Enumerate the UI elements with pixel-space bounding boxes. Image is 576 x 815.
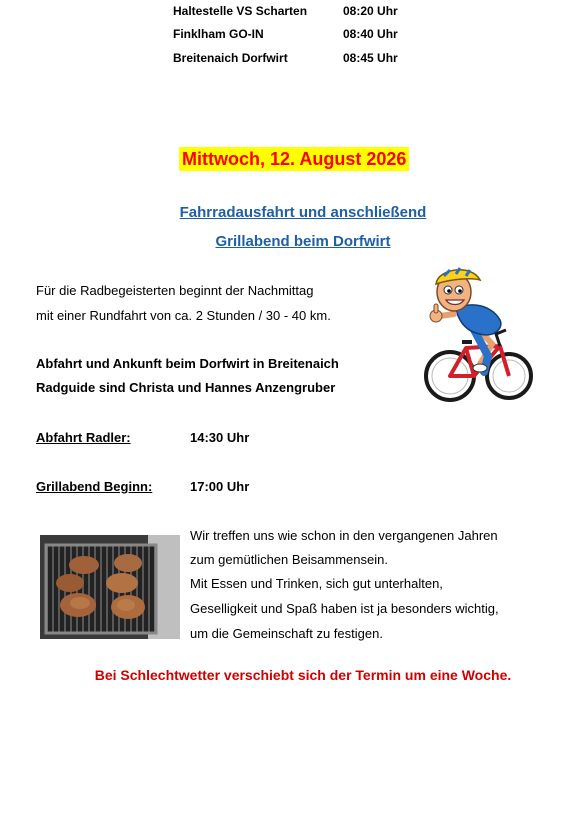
- schedule-time: 08:40 Uhr: [343, 27, 398, 41]
- paragraph-line: Geselligkeit und Spaß haben ist ja besonders wichtig,: [190, 601, 499, 616]
- paragraph-line: Mit Essen und Trinken, sich gut unterhalten,: [190, 576, 443, 591]
- intro-line: mit einer Rundfahrt von ca. 2 Stunden / 30 - 40 km.: [36, 308, 331, 323]
- departure-time: 14:30 Uhr: [190, 430, 250, 445]
- event-title-line1: Fahrradausfahrt und anschließend: [179, 204, 427, 221]
- event-title-line2: Grillabend beim Dorfwirt: [215, 233, 391, 250]
- grill-photo: [40, 535, 180, 639]
- schedule-stop: Finklham GO-IN: [173, 27, 264, 41]
- paragraph-line: Wir treffen uns wie schon in den vergangenen Jahren: [190, 528, 498, 543]
- paragraph-line: zum gemütlichen Beisammensein.: [190, 552, 388, 567]
- departure-label: Abfahrt Radler:: [36, 430, 131, 445]
- intro-line: Für die Radbegeisterten beginnt der Nachmittag: [36, 283, 314, 298]
- schedule-stop: Breitenaich Dorfwirt: [173, 51, 288, 65]
- grill-start-label: Grillabend Beginn:: [36, 479, 153, 494]
- details-line: Radguide sind Christa und Hannes Anzengruber: [36, 380, 336, 395]
- date-banner: Mittwoch, 12. August 2026: [179, 147, 409, 171]
- schedule-time: 08:45 Uhr: [343, 51, 398, 65]
- grill-start-time: 17:00 Uhr: [190, 479, 250, 494]
- cyclist-illustration: [414, 264, 536, 406]
- schedule-time: 08:20 Uhr: [343, 4, 398, 18]
- weather-warning: Bei Schlechtwetter verschiebt sich der Termin um eine Woche.: [94, 667, 512, 683]
- paragraph-line: um die Gemeinschaft zu festigen.: [190, 626, 383, 641]
- schedule-stop: Haltestelle VS Scharten: [173, 4, 308, 18]
- details-line: Abfahrt und Ankunft beim Dorfwirt in Breitenaich: [36, 356, 339, 371]
